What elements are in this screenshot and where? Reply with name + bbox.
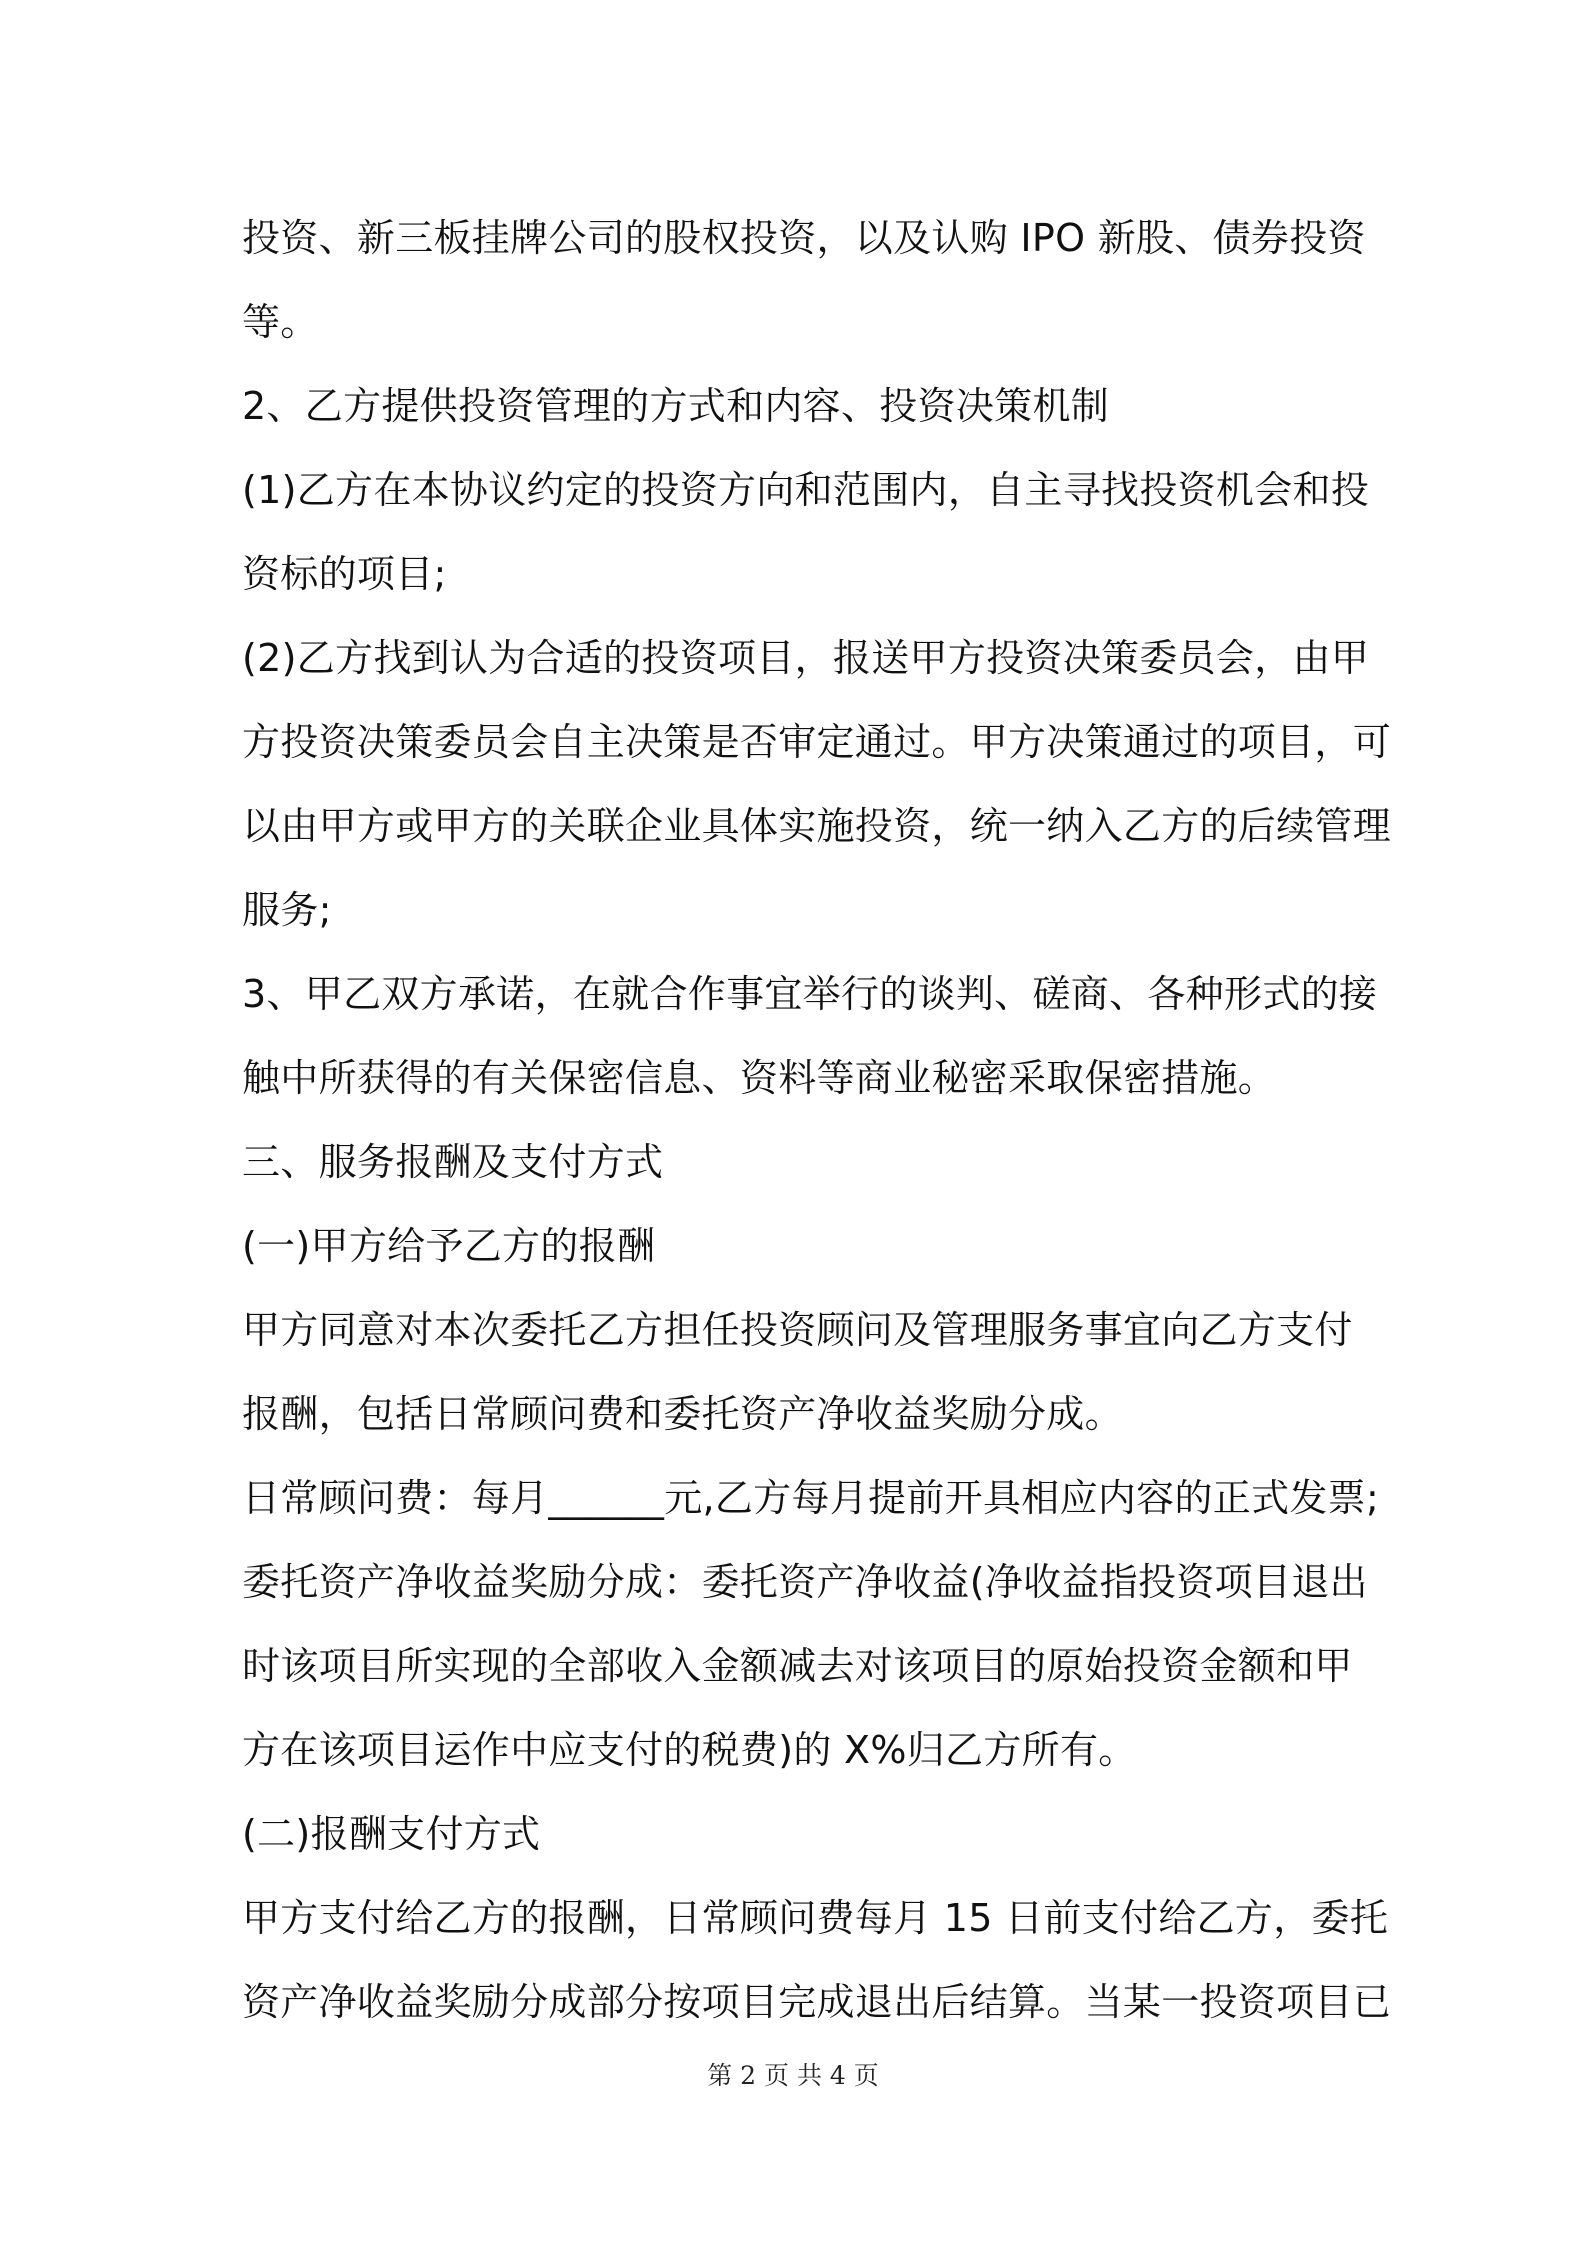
section-heading: 三、服务报酬及支付方式 (242, 1140, 664, 1184)
body-line: 时该项目所实现的全部收入金额减去对该项目的原始投资金额和甲 (242, 1644, 1353, 1688)
section-heading: 2、乙方提供投资管理的方式和内容、投资决策机制 (242, 384, 1110, 428)
body-line: 服务; (242, 888, 332, 932)
body-line: 甲方同意对本次委托乙方担任投资顾问及管理服务事宜向乙方支付 (242, 1308, 1353, 1352)
body-line: 3、甲乙双方承诺，在就合作事宜举行的谈判、磋商、各种形式的接 (242, 972, 1378, 1016)
document-body (242, 196, 1392, 2044)
subsection-heading: (一)甲方给予乙方的报酬 (242, 1224, 656, 1268)
body-line: 等。 (242, 300, 319, 344)
body-line: 资产净收益奖励分成部分按项目完成退出后结算。当某一投资项目已 (242, 1980, 1392, 2024)
body-line: (2)乙方找到认为合适的投资项目，报送甲方投资决策委员会，由甲 (242, 636, 1370, 680)
page-number-footer: 第 2 页 共 4 页 (707, 2061, 879, 2090)
body-line: (1)乙方在本协议约定的投资方向和范围内，自主寻找投资机会和投 (242, 468, 1370, 512)
body-line: 委托资产净收益奖励分成：委托资产净收益(净收益指投资项目退出 (242, 1560, 1368, 1604)
body-line: 资标的项目; (242, 552, 447, 596)
body-line: 报酬，包括日常顾问费和委托资产净收益奖励分成。 (242, 1392, 1123, 1436)
body-line: 触中所获得的有关保密信息、资料等商业秘密采取保密措施。 (242, 1056, 1277, 1100)
body-line: 日常顾问费：每月______元,乙方每月提前开具相应内容的正式发票; (242, 1476, 1380, 1520)
body-line: 方投资决策委员会自主决策是否审定通过。甲方决策通过的项目，可 (242, 720, 1392, 764)
subsection-heading: (二)报酬支付方式 (242, 1812, 541, 1856)
body-line: 以由甲方或甲方的关联企业具体实施投资，统一纳入乙方的后续管理 (242, 804, 1392, 848)
body-line: 甲方支付给乙方的报酬，日常顾问费每月 15 日前支付给乙方，委托 (242, 1896, 1389, 1940)
body-line: 投资、新三板挂牌公司的股权投资，以及认购 IPO 新股、债券投资 (242, 216, 1366, 260)
body-line: 方在该项目运作中应支付的税费)的 X%归乙方所有。 (242, 1728, 1137, 1772)
